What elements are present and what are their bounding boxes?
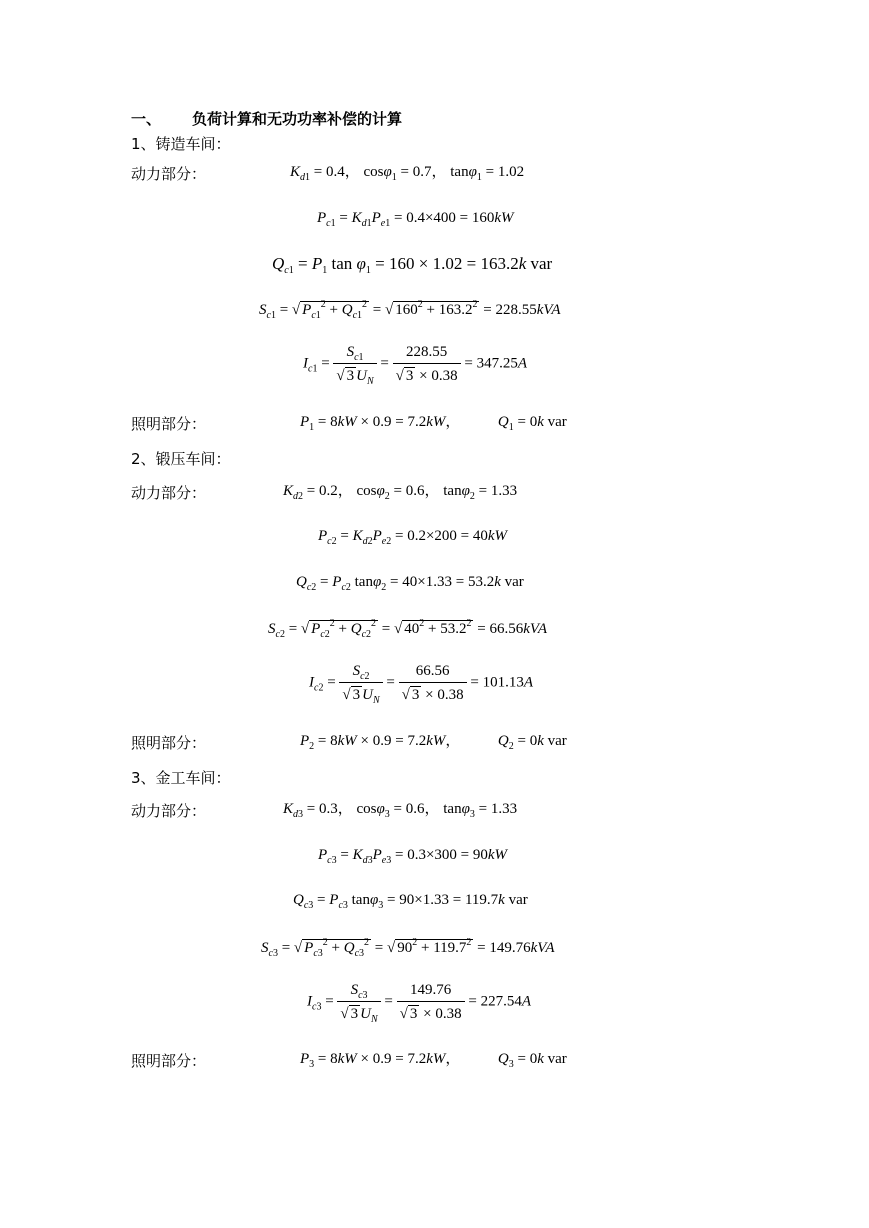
section-heading-title: 负荷计算和无功功率补偿的计算 (192, 110, 403, 128)
section-3-pc-formula: $P_{c3} = K_{d3}P_{e3} = 0.3\times 300 = 90kW$ (318, 847, 508, 866)
section-3-sc-formula: $S_{c3}$ = √ $P_{c3}^2 + Q_{c3}^2$ = √ $90^2 + 119.7^2 = 149.76kVA$ (261, 937, 555, 959)
section-1-sc-formula: $S_{c1}$ = √ $P_{c1}^2 + Q_{c1}^2$ = √ $160^2 + 163.2^2 = 228.55kVA$ (259, 299, 561, 321)
section-1-lighting-formula: $P_1 = 8kW \times 0.9 = 7.2kW$， $Q_1 = 0k$ var (300, 414, 567, 433)
section-3-power-label: 动力部分： (131, 802, 207, 820)
section-3-qc-formula: $Q_{c3} = P_{c3}$ tanφ$_3$ = 90×1.33 = 119.7k var (293, 892, 528, 911)
section-2-sc-formula: $S_{c2}$ = √ $P_{c2}^2 + Q_{c2}^2$ = √ $40^2 + 53.2^2 = 66.56kVA$ (268, 618, 548, 640)
section-3-lighting-formula: $P_3 = 8kW \times 0.9 = 7.2kW$， $Q_3 = 0k$ var (300, 1051, 567, 1070)
section-3-title: 3、金工车间： (131, 769, 231, 787)
section-2-pc-formula: $P_{c2} = K_{d2}P_{e2} = 0.2\times 200 = 40kW$ (318, 528, 508, 547)
section-1-pc-formula: $P_{c1} = K_{d1}P_{e1} = 0.4\times 400 = 160kW$ (317, 210, 514, 229)
section-1-params: $K_{d1} = 0.4$， cosφ$_1$ = 0.7， tanφ$_1$ = 1.02 (290, 164, 525, 183)
section-2-lighting-formula: $P_2 = 8kW \times 0.9 = 7.2kW$， $Q_2 = 0k$ var (300, 733, 567, 752)
section-2-ic-formula: $I_{c2}$ = $\frac{S_{c2}}{√ 3 U_N}$ = $\frac{66.56}{√ 3 \times 0.38}$ = 101.13A (309, 663, 533, 706)
section-1-lighting-label: 照明部分： (131, 415, 207, 433)
section-heading-number: 一、 (131, 110, 162, 128)
section-3-ic-formula: $I_{c3}$ = $\frac{S_{c3}}{√ 3 U_N}$ = $\frac{149.76}{√ 3 \times 0.38}$ = 227.54A (307, 982, 531, 1025)
section-3-params: $K_{d3} = 0.3$， cosφ$_3$ = 0.6， tanφ$_3$ = 1.33 (283, 801, 518, 820)
section-2-params: $K_{d2} = 0.2$， cosφ$_2$ = 0.6， tanφ$_2$ = 1.33 (283, 483, 518, 502)
section-2-title: 2、锻压车间： (131, 450, 231, 468)
section-2-power-label: 动力部分： (131, 484, 207, 502)
section-1-title: 1、铸造车间： (131, 135, 231, 153)
section-1-qc-formula: $Q_{c1} = P_1$ $\tan \varphi_1 = 160 \times 1.02 = 163.2k$ var (272, 254, 553, 276)
section-2-lighting-label: 照明部分： (131, 734, 207, 752)
section-1-power-label: 动力部分： (131, 165, 207, 183)
section-3-lighting-label: 照明部分： (131, 1052, 207, 1070)
section-1-ic-formula: $I_{c1}$ = $\frac{S_{c1}}{√ 3 U_N}$ = $\frac{228.55}{√ 3 \times 0.38}$ = 347.25A (303, 344, 527, 387)
section-2-qc-formula: $Q_{c2} = P_{c2}$ tanφ$_2$ = 40×1.33 = 53.2k var (296, 574, 524, 593)
